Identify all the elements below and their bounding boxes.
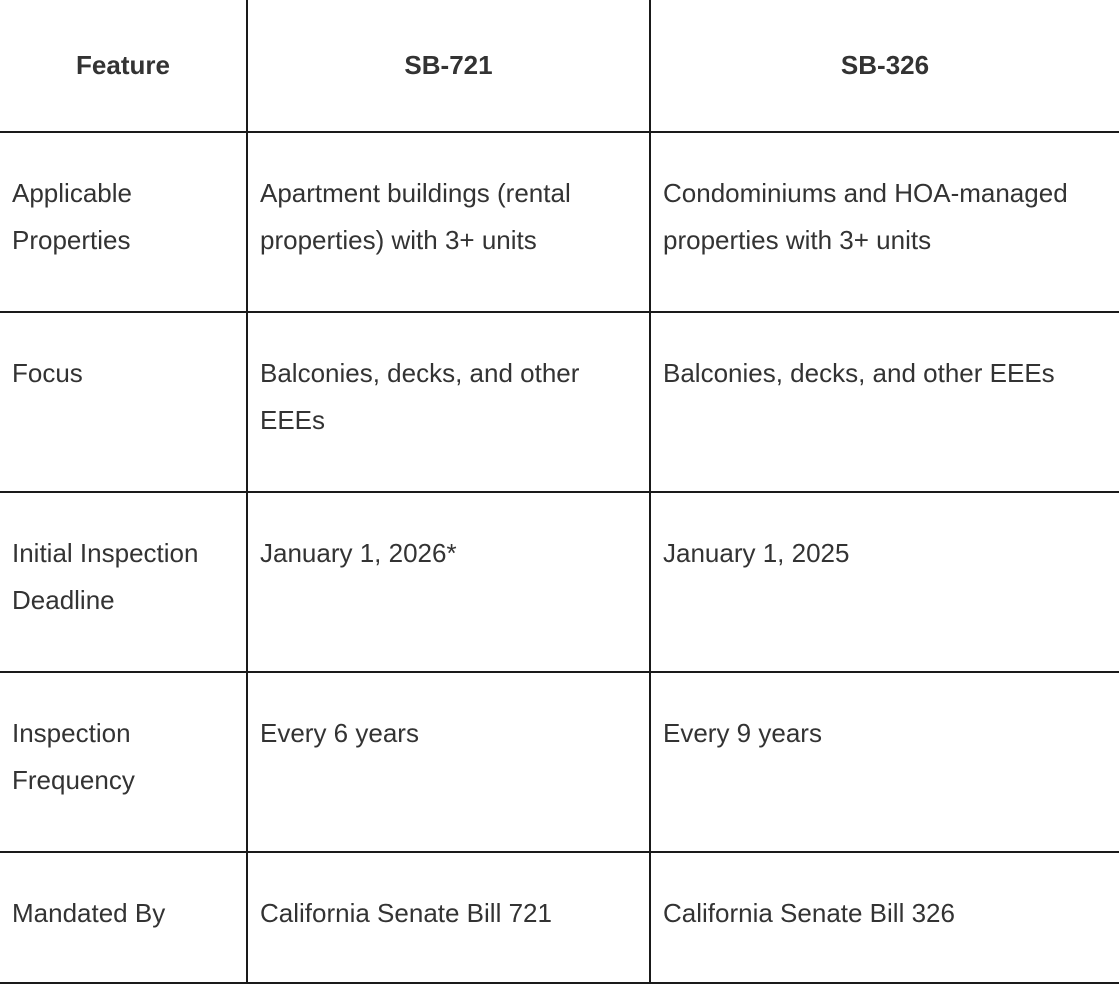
sb-326-cell: Condominiums and HOA-managed properties with 3+ units bbox=[650, 132, 1119, 312]
header-sb-326: SB-326 bbox=[650, 0, 1119, 132]
sb-326-cell: January 1, 2025 bbox=[650, 492, 1119, 672]
feature-cell: Inspection Frequency bbox=[0, 672, 247, 852]
feature-cell: Initial Inspection Deadline bbox=[0, 492, 247, 672]
feature-cell: Mandated By bbox=[0, 852, 247, 983]
sb-721-cell: January 1, 2026* bbox=[247, 492, 650, 672]
sb-326-cell: Balconies, decks, and other EEEs bbox=[650, 312, 1119, 492]
sb-721-cell: California Senate Bill 721 bbox=[247, 852, 650, 983]
header-row bbox=[0, 0, 1119, 132]
feature-cell: Focus bbox=[0, 312, 247, 492]
table-body bbox=[0, 132, 1119, 983]
sb-721-cell: Every 6 years bbox=[247, 672, 650, 852]
table-row bbox=[0, 492, 1119, 672]
table-row bbox=[0, 132, 1119, 312]
table-row bbox=[0, 852, 1119, 983]
table-row bbox=[0, 672, 1119, 852]
table-row bbox=[0, 312, 1119, 492]
sb-721-cell: Balconies, decks, and other EEEs bbox=[247, 312, 650, 492]
sb-326-cell: California Senate Bill 326 bbox=[650, 852, 1119, 983]
header-sb-721: SB-721 bbox=[247, 0, 650, 132]
feature-cell: Applicable Properties bbox=[0, 132, 247, 312]
sb-326-cell: Every 9 years bbox=[650, 672, 1119, 852]
sb-721-cell: Apartment buildings (rental properties) with 3+ units bbox=[247, 132, 650, 312]
header-feature: Feature bbox=[0, 0, 247, 132]
table-header bbox=[0, 0, 1119, 132]
